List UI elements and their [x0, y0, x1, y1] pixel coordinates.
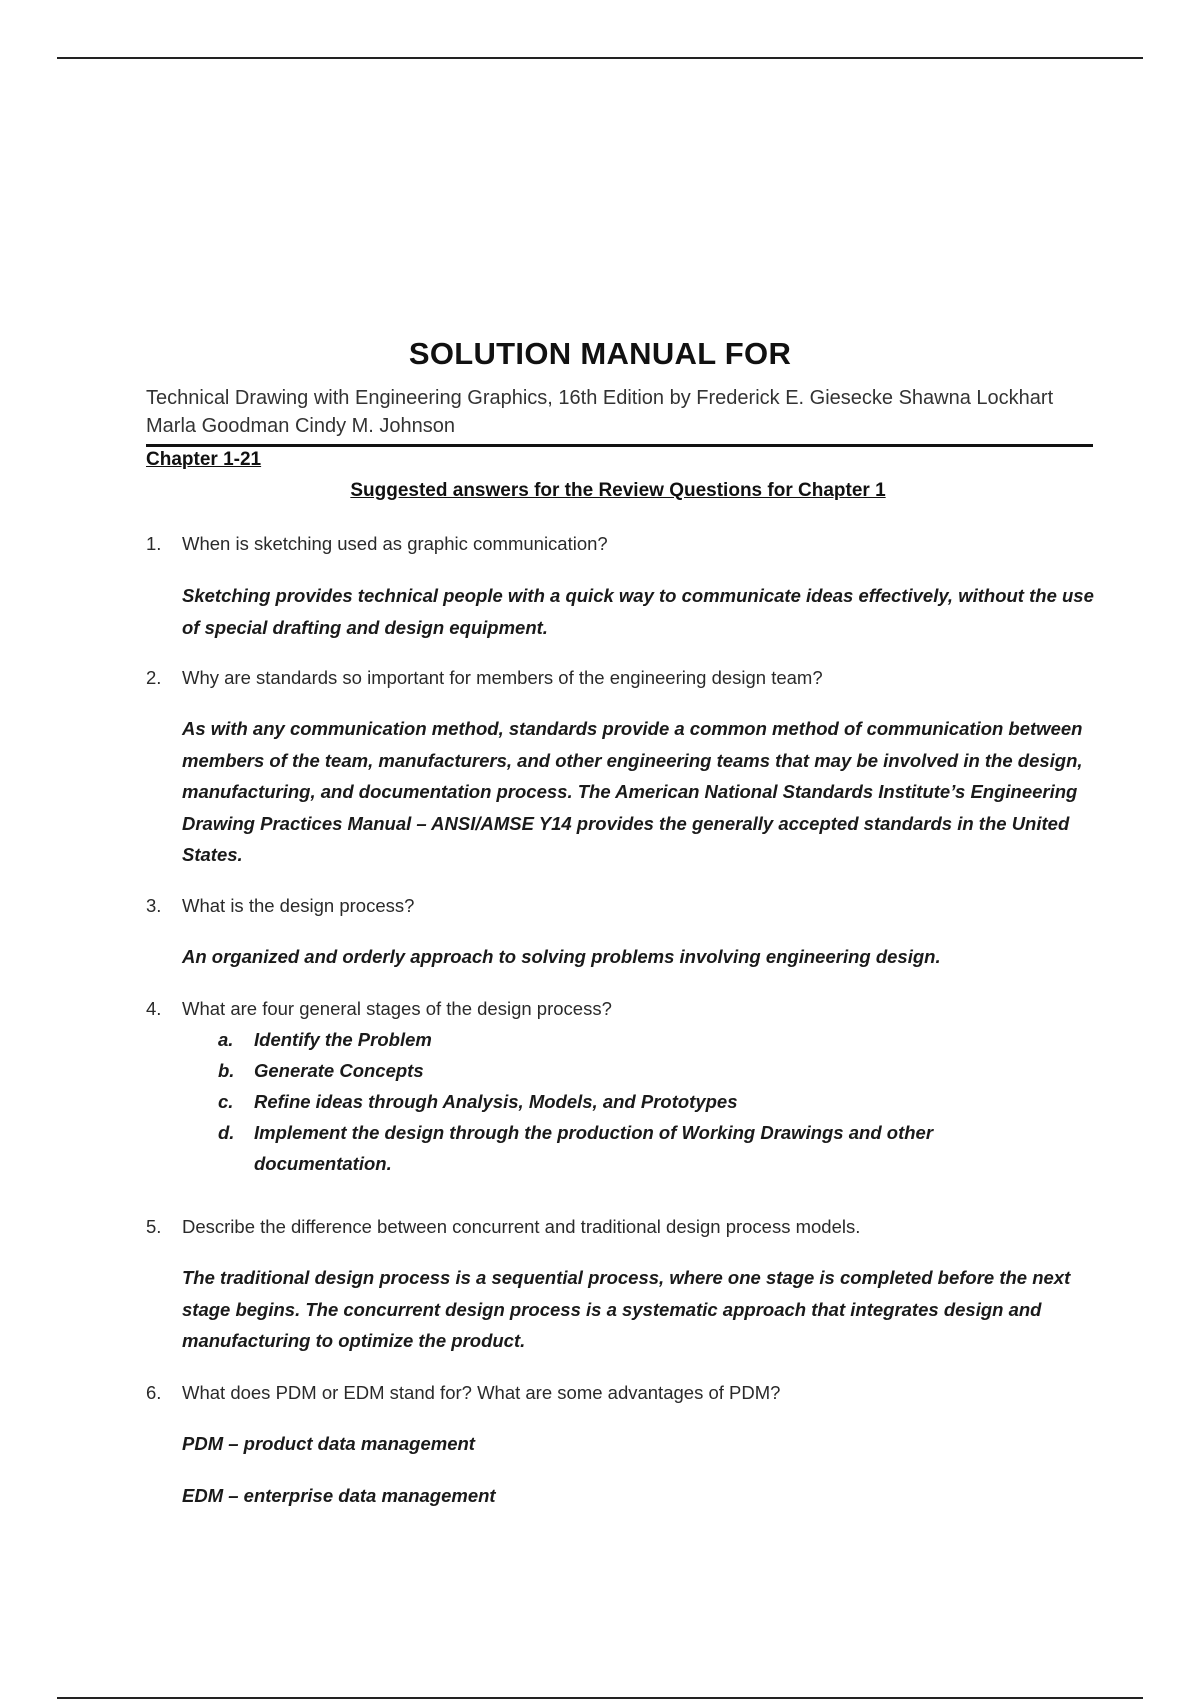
- page-title: SOLUTION MANUAL FOR: [408, 336, 792, 371]
- answer-1: Sketching provides technical people with a quick way to communicate ideas effectively, without the use of special drafting and design equipment.: [182, 585, 1094, 638]
- question-text: When is sketching used as graphic communication?: [182, 533, 608, 554]
- list-item: [218, 1055, 1038, 1086]
- question-1: [146, 533, 608, 555]
- chapter-label: Chapter 1-21: [146, 449, 262, 470]
- item-letter: c.: [218, 1091, 234, 1112]
- section-heading: Suggested answers for the Review Questions for Chapter 1: [350, 480, 886, 501]
- list-item: [218, 1117, 1038, 1179]
- question-2: [146, 667, 823, 689]
- bottom-rule: [57, 1697, 1143, 1699]
- item-text: Generate Concepts: [254, 1060, 424, 1081]
- item-letter: d.: [218, 1122, 235, 1143]
- list-item: [218, 1086, 1038, 1117]
- item-text: Identify the Problem: [254, 1029, 432, 1050]
- question-number: 3.: [146, 895, 162, 916]
- top-rule: [57, 57, 1143, 59]
- list-item: [218, 1024, 1038, 1055]
- question-text: What are four general stages of the design process?: [182, 998, 612, 1019]
- question-4: [146, 998, 612, 1020]
- design-stages-list: [218, 1024, 1038, 1179]
- question-number: 2.: [146, 667, 162, 688]
- answer-2: As with any communication method, standards provide a common method of communication between members of the team, manufacturers, and other engineering teams that may be involved in the design, manufacturing, and documentation process. The American National Standards Institute’s Engineering Drawing Practices Manual – ANSI/AMSE Y14 provides the generally accepted standards in the United States.: [182, 718, 1083, 865]
- question-text: Why are standards so important for members of the engineering design team?: [182, 667, 823, 688]
- question-3: [146, 895, 414, 917]
- question-number: 5.: [146, 1216, 162, 1237]
- question-text: Describe the difference between concurrent and traditional design process models.: [182, 1216, 861, 1237]
- question-text: What is the design process?: [182, 895, 415, 916]
- question-number: 1.: [146, 533, 162, 554]
- book-subtitle: Technical Drawing with Engineering Graphics, 16th Edition by Frederick E. Giesecke Shawna Lockhart Marla Goodman Cindy M. Johnson: [146, 387, 1054, 437]
- answer-6-pdm: PDM – product data management: [182, 1433, 475, 1454]
- question-5: [146, 1216, 860, 1238]
- question-text: What does PDM or EDM stand for? What are some advantages of PDM?: [182, 1382, 781, 1403]
- item-text: Refine ideas through Analysis, Models, and Prototypes: [254, 1091, 738, 1112]
- question-number: 6.: [146, 1382, 162, 1403]
- answer-5: The traditional design process is a sequential process, where one stage is completed before the next stage begins. The concurrent design process is a systematic approach that integrates design and manufacturing to optimize the product.: [182, 1267, 1071, 1351]
- item-letter: b.: [218, 1060, 235, 1081]
- title-divider: [146, 444, 1093, 447]
- question-6: [146, 1382, 780, 1404]
- answer-6-edm: EDM – enterprise data management: [182, 1485, 496, 1506]
- item-letter: a.: [218, 1029, 234, 1050]
- item-text: Implement the design through the production of Working Drawings and other documentation.: [254, 1122, 934, 1174]
- answer-3: An organized and orderly approach to solving problems involving engineering design.: [182, 946, 941, 967]
- question-number: 4.: [146, 998, 162, 1019]
